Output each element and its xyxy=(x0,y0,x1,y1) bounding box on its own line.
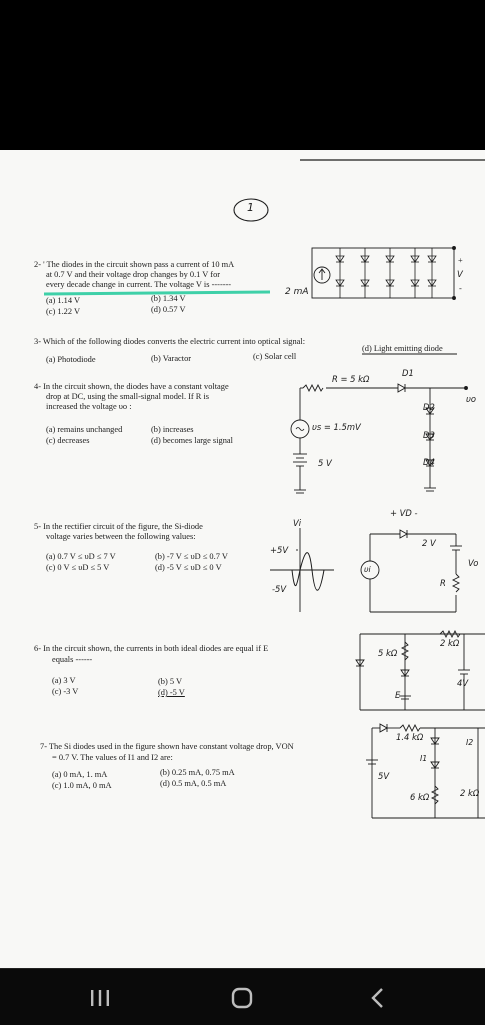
q2-vminus: - xyxy=(459,284,462,293)
top-black-area xyxy=(0,0,485,150)
q2-option-b: (b) 1.34 V xyxy=(151,294,186,303)
q6-e-label: E xyxy=(395,690,401,700)
q5-plus5-label: +5V xyxy=(270,545,289,555)
q2-option-c: (c) 1.22 V xyxy=(46,307,81,316)
q4-line3: increased the voltage υo : xyxy=(46,402,132,411)
q5-option-b: (b) -7 V ≤ υD ≤ 0.7 V xyxy=(155,552,228,561)
q6-line1: 6- In the circuit shown, the currents in both ideal diodes are equal if E xyxy=(34,644,269,653)
q7-option-c: (c) 1.0 mA, 0 mA xyxy=(52,781,112,790)
q7-option-a: (a) 0 mA, 1. mA xyxy=(52,770,108,779)
q4-line2: drop at DC, using the small-signal model. If R is xyxy=(46,392,210,401)
q5-source-label: υi xyxy=(364,565,371,574)
q7-line1: 7- The Si diodes used in the figure shown have constant voltage drop, VON xyxy=(40,742,294,751)
q4-dc-label: 5 V xyxy=(318,458,332,468)
q4-option-d: (d) becomes large signal xyxy=(151,436,233,445)
q4-d1-label: D1 xyxy=(402,368,414,378)
exam-page xyxy=(0,150,485,968)
q5-option-a: (a) 0.7 V ≤ υD ≤ 7 V xyxy=(46,552,116,561)
q5-r-label: R xyxy=(440,578,446,588)
q5-battery-label: 2 V xyxy=(422,538,436,548)
q2-option-d: (d) 0.57 V xyxy=(151,305,186,314)
q2-line1: 2- ' The diodes in the circuit shown pass a current of 10 mA xyxy=(34,260,235,269)
q4-option-a: (a) remains unchanged xyxy=(46,425,123,434)
q5-vo-label: Vo xyxy=(468,558,479,568)
q4-option-b: (b) increases xyxy=(151,425,194,434)
q3-question: 3- Which of the following diodes converts the electric current into optical signal: xyxy=(34,337,306,346)
q6-option-d: (d) -5 V xyxy=(158,688,185,697)
q4-vo-label: υo xyxy=(466,394,476,404)
q7-5v-label: 5V xyxy=(378,771,390,781)
page-number: 1 xyxy=(247,201,254,214)
q5-line2: voltage varies between the following values: xyxy=(46,532,196,541)
q6-option-b: (b) 5 V xyxy=(158,677,183,686)
q5-line1: 5- In the rectifier circuit of the figure, the Si-diode xyxy=(34,522,203,531)
q7-i1-label: I1 xyxy=(420,754,428,763)
q7-r2-label: 6 kΩ xyxy=(410,792,430,802)
q4-d4-label: D4 xyxy=(423,457,435,467)
q2-line2: at 0.7 V and their voltage drop changes by 0.1 V for xyxy=(46,270,221,279)
q6-line2: equals ------ xyxy=(52,655,93,664)
q7-r1-label: 1.4 kΩ xyxy=(396,732,424,742)
q7-r3-label: 2 kΩ xyxy=(460,788,480,798)
back-button[interactable] xyxy=(348,983,408,1013)
q3-option-b: (b) Varactor xyxy=(151,354,192,363)
q5-vi-label: Vi xyxy=(293,518,302,528)
q5-option-c: (c) 0 V ≤ υD ≤ 5 V xyxy=(46,563,110,572)
q4-d2-label: D2 xyxy=(423,402,435,412)
q5-minus5-label: -5V xyxy=(272,584,287,594)
recents-icon xyxy=(88,988,112,1008)
q3-option-c: (c) Solar cell xyxy=(253,352,297,361)
q2-line3: every decade change in current. The voltage V is ------- xyxy=(46,280,232,289)
q4-d3-label: D3 xyxy=(423,430,435,440)
q6-option-a: (a) 3 V xyxy=(52,676,76,685)
home-icon xyxy=(230,986,254,1010)
q4-option-c: (c) decreases xyxy=(46,436,90,445)
q4-line1: 4- In the circuit shown, the diodes have a constant voltage xyxy=(34,382,229,391)
q2-source-label: 2 mA xyxy=(285,287,309,297)
q3-option-a: (a) Photodiode xyxy=(46,355,96,364)
back-icon xyxy=(366,986,390,1010)
home-button[interactable] xyxy=(212,983,272,1013)
q2-vplus: + xyxy=(458,256,463,265)
q7-i2-label: I2 xyxy=(466,738,474,747)
q5-vd-label: + VD - xyxy=(390,508,418,518)
q4-resistor-label: R = 5 kΩ xyxy=(332,374,370,384)
q3-option-d: (d) Light emitting diode xyxy=(362,344,443,353)
q6-r1-label: 2 kΩ xyxy=(440,638,460,648)
recents-button[interactable] xyxy=(70,983,130,1013)
q4-source-label: υs = 1.5mV xyxy=(312,422,361,432)
q2-option-a: (a) 1.14 V xyxy=(46,296,81,305)
q5-option-d: (d) -5 V ≤ υD ≤ 0 V xyxy=(155,563,222,572)
q7-option-b: (b) 0.25 mA, 0.75 mA xyxy=(160,768,235,777)
q6-option-c: (c) -3 V xyxy=(52,687,79,696)
q7-line2: = 0.7 V. The values of I1 and I2 are: xyxy=(52,753,173,762)
q2-v-label: V xyxy=(457,269,463,279)
android-nav-bar xyxy=(0,968,485,1025)
q7-option-d: (d) 0.5 mA, 0.5 mA xyxy=(160,779,227,788)
q6-4v-label: 4V xyxy=(457,678,469,688)
q6-r2-label: 5 kΩ xyxy=(378,648,398,658)
